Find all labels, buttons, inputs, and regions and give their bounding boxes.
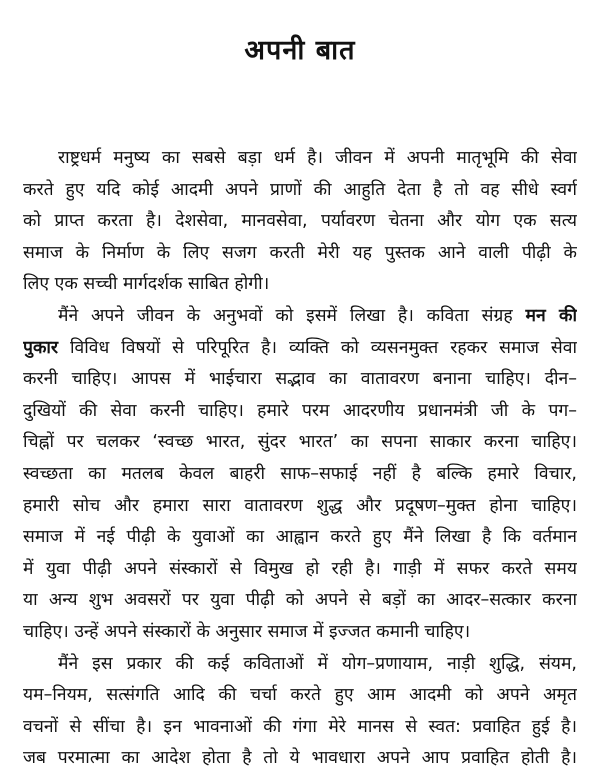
book-title-bold: पुकार [23, 337, 59, 358]
document-body [23, 143, 577, 775]
text-line: राष्ट्रधर्म मनुष्य का सबसे बड़ा धर्म है। जीवन में अपनी मातृभूमि की सेवा [58, 148, 577, 168]
paragraph-2 [23, 301, 577, 649]
text-line: या अन्य शुभ अवसरों पर युवा पीढ़ी को अपने से बड़ों का आदर–सत्कार करना [23, 590, 577, 611]
text-line: करते हुए यदि कोई आदमी अपने प्राणों की आहुति देता है तो वह सीधे स्वर्ग [23, 179, 577, 200]
text-line: हमारी सोच और हमारा सारा वातावरण शुद्ध और प्रदूषण–मुक्त होना चाहिए। [23, 495, 577, 516]
text-line [23, 333, 577, 365]
text-line: चाहिए। उन्हें अपने संस्कारों के अनुसार समाज में इज्जत कमानी चाहिए। [23, 621, 471, 642]
text-line: में युवा पीढ़ी अपने संस्कारों से विमुख हो रही है। गाड़ी में सफर करते समय [23, 558, 577, 579]
book-title-bold: मन की [525, 305, 577, 326]
text-segment: मैंने अपने जीवन के अनुभवों को इसमें लिखा है। कविता संग्रह [58, 305, 526, 326]
text-line: समाज के निर्माण के लिए सजग करती मेरी यह पुस्तक आने वाली पीढ़ी के [23, 242, 577, 263]
text-line: करनी चाहिए। आपस में भाईचारा सद्भाव का वातावरण बनाना चाहिए। दीन– [23, 369, 577, 390]
text-line: जब परमात्मा का आदेश होता है तो ये भावधारा अपने आप प्रवाहित होती है। [23, 748, 577, 769]
text-line: वचनों से सींचा है। इन भावनाओं की गंगा मेरे मानस से स्वत: प्रवाहित हुई है। [23, 716, 577, 737]
text-line: यम–नियम, सत्संगति आदि की चर्चा करते हुए आम आदमी को अपने अमृत [23, 685, 577, 706]
paragraph-1 [23, 143, 577, 301]
text-line: लिए एक सच्ची मार्गदर्शक साबित होगी। [23, 274, 270, 295]
text-line: मैंने इस प्रकार की कई कविताओं में योग–प्रणायाम, नाड़ी शुद्धि, संयम, [58, 653, 577, 674]
text-line: दुखियों की सेवा करनी चाहिए। हमारे परम आदरणीय प्रधानमंत्री जी के पग– [23, 400, 577, 421]
text-line [23, 301, 577, 333]
text-line: को प्राप्त करता है। देशसेवा, मानवसेवा, पर्यावरण चेतना और योग एक सत्य [23, 211, 577, 232]
page-title: अपनी बात [244, 35, 356, 66]
text-line: स्वच्छता का मतलब केवल बाहरी साफ–सफाई नहीं है बल्कि हमारे विचार, [23, 463, 577, 484]
paragraph-3 [23, 649, 577, 775]
text-line: समाज में नई पीढ़ी के युवाओं का आह्वान करते हुए मैंने लिखा है कि वर्तमान [23, 527, 577, 548]
text-line: चिह्नों पर चलकर ‘स्वच्छ भारत, सुंदर भारत’ का सपना साकार करना चाहिए। [23, 432, 577, 453]
text-segment: विविध विषयों से परिपूरित है। व्यक्ति को व्यसनमुक्त रहकर समाज सेवा [58, 337, 577, 358]
